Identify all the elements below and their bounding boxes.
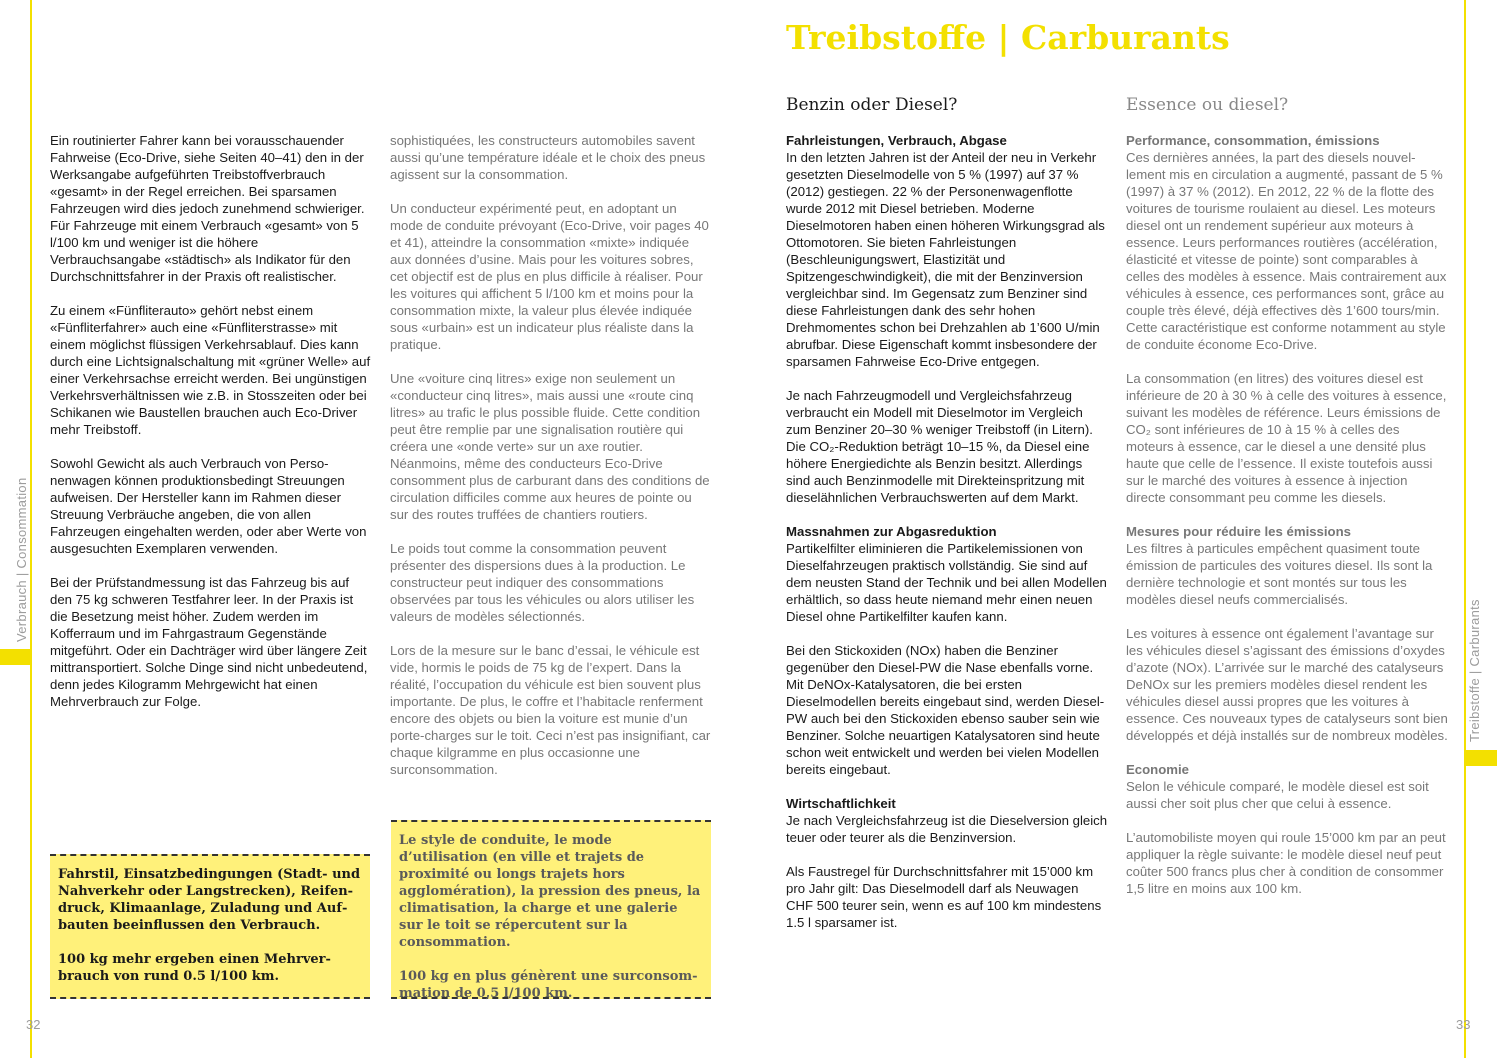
section-heading: Fahrleistungen, Verbrauch, Abgase: [786, 133, 1007, 148]
left-column-french: [390, 132, 712, 795]
paragraph: Lors de la mesure sur le banc d’essai, le véhicule est vide, hormis le poids de 75 kg de l’expert. Dans la réalité, l’occupation du véhicule est bien souvent plus importante. De plus, le coffre et l’habitacle renferment encore des objets ou bien la voiture est munie d’un porte-charges sur le toit. Ceci n’est pas insignifiant, car chaque kilgramme en plus occasionne une surconsommation.: [390, 643, 711, 777]
paragraph: Un conducteur expérimenté peut, en adoptant un mode de conduite prévoyant (Eco-Drive, voir pages 40 et 41), atteindre la consommation «mixte» indiquée aux données d’usine. Mais pour les voitures sobres, cet objectif est de plus en plus difficile à réaliser. Pour les voitures qui affichent 5 l/100 km et moins pour la consommation mixte, la valeur plus élevée indiquée sous «urbain» est un indicateur plus réaliste dans la pratique.: [390, 201, 709, 352]
paragraph: Bei den Stickoxiden (NOx) haben die Benziner gegenüber den Diesel-PW die Nase ebenfalls vorne. Mit DeNOx-Katalysatoren, die bei ersten Dieselmodellen bereits eingebaut sind, werden Diesel-PW auch bei den Stickoxiden ebenso sauber sein wie Benziner. Solche neuartigen Katalysatoren sind heute schon weit entwickelt und werden bei vielen Modellen bereits eingebaut.: [786, 643, 1105, 777]
paragraph: Selon le véhicule comparé, le modèle diesel est soit aussi cher soit plus cher que celui à essence.: [1126, 779, 1429, 811]
paragraph: Zu einem «Fünfliterauto» gehört nebst einem «Fünfliterfahrer» auch eine «Fünfliterstrasse» mit einem möglichst flüssigen Verkehrsablauf. Dies kann durch eine Lichtsignalschaltung mit «grüner Welle» auf einer Verkehrsachse erreicht werden. Bei ungünstigen Verkehrsverhältnissen wie z.B. in Stosszeiten oder bei Schikanen wie Baustellen brauchen auch Eco-Driver mehr Treibstoff.: [50, 303, 371, 437]
left-side-label: Verbrauch | Consommation: [14, 477, 29, 642]
page-number-right: 33: [1456, 1017, 1471, 1032]
page-number-left: 32: [26, 1017, 41, 1032]
right-side-tab: [1464, 750, 1497, 766]
left-page-border: [30, 0, 32, 1058]
box-text: Fahrstil, Einsatzbedingungen (Stadt- und Nahverkehr oder Langstrecken), Reifendruck, Klimaanlage, Zuladung und Aufbauten beeinflussen den Verbrauch.: [58, 867, 361, 933]
right-column-german: [786, 132, 1108, 948]
box-text: Le style de conduite, le mode d’utilisation (en ville et trajets de proximité ou longs trajets hors agglomération), la pression des pneus, la climatisation, la charge et une galerie sur le toit se répercutent sur la consommation.: [399, 833, 701, 950]
highlight-box-german: [50, 854, 370, 999]
section-heading: Mesures pour réduire les émissions: [1126, 524, 1352, 539]
paragraph: Les voitures à essence ont également l’avantage sur les véhicules diesel s’agissant des émissions d’oxydes d’azote (NOx). L’arrivée sur le marché des catalyseurs DeNOx sur les premiers modèles diesel rendent les véhicules diesel aussi propres que les voitures à essence. Ces nouveaux types de catalyseurs sont bien développés et déjà installés sur de nombreux modèles.: [1126, 626, 1448, 743]
box-text: 100 kg mehr ergeben einen Mehrverbrauch von rund 0.5 l/100 km.: [58, 952, 331, 984]
paragraph: Als Faustregel für Durchschnittsfahrer mit 15’000 km pro Jahr gilt: Das Dieselmodell darf als Neuwagen CHF 500 teurer sein, wenn es auf 100 km mindestens 1.5 l sparsamer ist.: [786, 864, 1102, 930]
right-page-border: [1464, 0, 1466, 1058]
section-heading: Massnahmen zur Abgasreduktion: [786, 524, 997, 539]
left-column-german: [50, 132, 372, 727]
section-heading: Wirtschaftlichkeit: [786, 796, 896, 811]
highlight-box-french: [391, 820, 711, 999]
paragraph: Partikelfilter eliminieren die Partikelemissionen von Dieselfahrzeugen praktisch vollständig. Sie sind auf dem neusten Stand der Technik und bei allen Modellen erhältlich, so dass heute niemand mehr einen neuen Diesel ohne Partikelfilter kaufen kann.: [786, 541, 1107, 624]
paragraph: Je nach Vergleichsfahrzeug ist die Dieselversion gleich teuer oder teurer als die Benzinversion.: [786, 813, 1108, 845]
paragraph: Ces dernières années, la part des diesels nouvellement mis en circulation a augmenté, passant de 5 % (1997) à 37 % (2012). En 2012, 22 % de la flotte des voitures de tourisme roulaient au diesel. Les moteurs diesel ont un rendement supérieur aux moteurs à essence. Leurs performances routières (accélération, élasticité et vitesse de pointe) sont comparables à celles des modèles à essence. Mais contrairement aux véhicules à essence, ces performances sont, grâce au couple très élevé, déjà effectives dès 1’600 tours/min. Cette caractéristique est conforme notamment au style de conduite économe Eco-Drive.: [1126, 150, 1447, 352]
paragraph: Bei der Prüfstandmessung ist das Fahrzeug bis auf den 75 kg schweren Testfahrer leer. In der Praxis ist die Besetzung meist höher. Zudem werden im Kofferraum und im Fahrgastraum Gegenstände mitgeführt. Oder ein Dachträger wird über längere Zeit mittransportiert. Solche Dinge sind nicht unbedeutend, denn jedes Kilogramm Mehrgewicht hat einen Mehrverbrauch zur Folge.: [50, 575, 368, 709]
paragraph: In den letzten Jahren ist der Anteil der neu in Verkehr gesetzten Dieselmodelle von 5 % (1997) auf 37 % (2012) gestiegen. 22 % der Personenwagenflotte wurde 2012 mit Diesel betrieben. Moderne Dieselmotoren haben einen höheren Wirkungsgrad als Ottomotoren. Sie bieten Fahrleistungen (Beschleunigungswert, Elastizität und Spitzengeschwindigkeit), die mit der Benzinversion vergleichbar sind. Im Gegensatz zum Benziner sind diese Fahrleistungen dank des sehr hohen Drehmomentes schon bei Drehzahlen ab 1’600 U/min abrufbar. Diese Eigenschaft kommt insbesondere der sparsamen Fahrweise Eco-Drive entgegen.: [786, 150, 1105, 369]
paragraph: L’automobiliste moyen qui roule 15’000 km par an peut appliquer la règle suivante: le modèle diesel neuf peut coûter 500 francs plus cher à condition de consommer 1,5 litre en moins aux 100 km.: [1126, 830, 1446, 896]
paragraph: Ein routinierter Fahrer kann bei vorausschauender Fahrweise (Eco-Drive, siehe Seiten 40–41) den in der Werksangabe aufgeführten Treibstoffverbrauch «gesamt» in der Regel erreichen. Bei sparsamen Fahrzeugen wird dies jedoch zunehmend schwieriger. Für Fahrzeuge mit einem Verbrauch «gesamt» von 5 l/100 km und weniger ist die höhere Verbrauchsangabe «städtisch» als Indikator für den Durchschnittsfahrer in der Praxis oft realistischer.: [50, 133, 365, 284]
subtitle-german: Benzin oder Diesel?: [786, 95, 958, 115]
paragraph: Sowohl Gewicht als auch Verbrauch von Personenwagen können produktionsbedingt Streuungen aufweisen. Der Hersteller kann im Rahmen dieser Streuung Verbräuche angeben, die von allen Fahrzeugen eingehalten werden, oder aber Werte von ausgesuchten Exemplaren verwenden.: [50, 456, 367, 556]
paragraph: sophistiquées, les constructeurs automobiles savent aussi qu’une température idéale et le choix des pneus agissent sur la consommation.: [390, 133, 706, 182]
paragraph: La consommation (en litres) des voitures diesel est inférieure de 20 à 30 % à celle des voitures à essence, suivant les modèles de référence. Leurs émissions de CO₂ sont inférieures de 10 à 15 % à celles des moteurs à essence, car le diesel a une densité plus haute que celle de l’essence. Il existe toutefois aussi sur le marché des voitures à essence à injection directe consommant peu comme les diesels.: [1126, 371, 1447, 505]
subtitle-french: Essence ou diesel?: [1126, 95, 1289, 115]
right-column-french: [1126, 132, 1448, 914]
paragraph: Une «voiture cinq litres» exige non seulement un «conducteur cinq litres», mais aussi une «route cinq litres» au trafic le plus possible fluide. Cette condition peut être remplie par une signalisation routière qui créera une «onde verte» sur un axe routier. Néanmoins, même des conducteurs Eco-Drive consomment plus de carburant dans des conditions de circulation difficiles comme aux heures de pointe ou sur des routes truffées de chantiers routiers.: [390, 371, 710, 522]
page-title: Treibstoffe | Carburants: [786, 18, 1230, 57]
box-text: 100 kg en plus génèrent une surconsommation de 0,5 l/100 km.: [399, 969, 698, 1001]
paragraph: Le poids tout comme la consommation peuvent présenter des dispersions dues à la production. Le constructeur peut indiquer des consommations observées par tous les véhicules ou alors utiliser les valeurs de modèles sélectionnés.: [390, 541, 695, 624]
right-side-label: Treibstoffe | Carburants: [1467, 599, 1482, 742]
paragraph: Les filtres à particules empêchent quasiment toute émission de particules des voitures diesel. Ils sont la dernière technologie et sont montés sur tous les modèles diesel neufs commercialisés.: [1126, 541, 1433, 607]
paragraph: Je nach Fahrzeugmodell und Vergleichsfahrzeug verbraucht ein Modell mit Dieselmotor im Vergleich zum Benziner 20–30 % weniger Treibstoff (in Litern). Die CO₂-Reduktion beträgt 10–15 %, da Diesel eine höhere Energiedichte als Benzin besitzt. Allerdings sind auch Benzinmodelle mit Direkteinspritzung mit dieselähnlichen Verbrauchswerten auf dem Markt.: [786, 388, 1093, 505]
section-heading: Performance, consommation, émissions: [1126, 133, 1380, 148]
section-heading: Economie: [1126, 762, 1190, 777]
left-side-tab: [0, 649, 32, 665]
